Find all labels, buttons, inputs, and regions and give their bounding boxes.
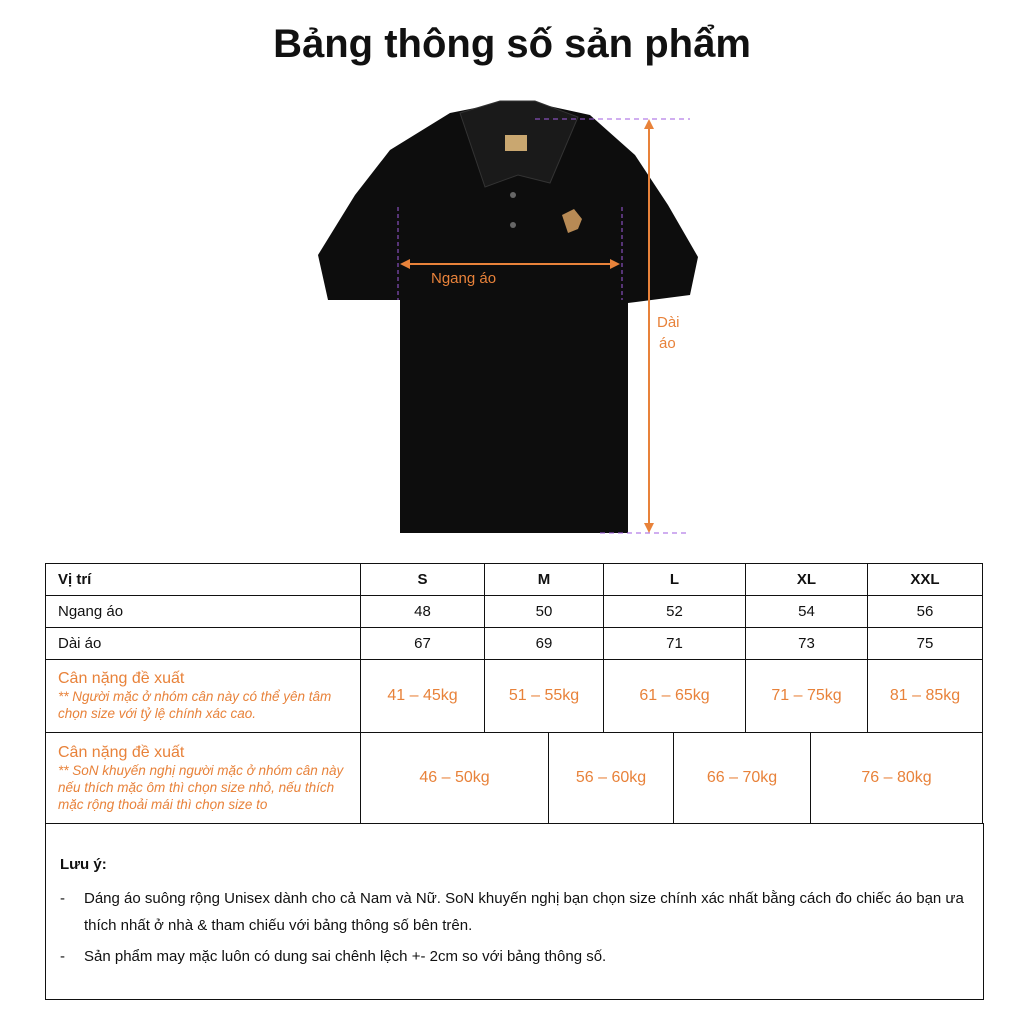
row-label: Dài áo <box>45 627 361 660</box>
note-text: Dáng áo suông rộng Unisex dành cho cả Nam và Nữ. SoN khuyến nghị bạn chọn size chính xác nhất bằng cách đo chiếc áo bạn ưa thích nhất ở nhà & tham chiếu với bảng thông số bên trên. <box>84 890 964 934</box>
weight-label-note: ** Người mặc ở nhóm cân này có thể yên tâm chọn size với tỷ lệ chính xác cao. <box>58 689 332 721</box>
note-item <box>60 943 971 970</box>
notes-heading: Lưu ý: <box>60 856 107 873</box>
weight-cell: 66 – 70kg <box>673 732 811 824</box>
length-label-2: áo <box>659 335 676 352</box>
weight-cell: 46 – 50kg <box>360 732 549 824</box>
row-label: Ngang áo <box>45 595 361 628</box>
cell: 69 <box>484 627 604 660</box>
cell: 71 <box>603 627 746 660</box>
weight-cell: 76 – 80kg <box>810 732 983 824</box>
weight-cell: 81 – 85kg <box>867 659 983 733</box>
cell: 48 <box>360 595 485 628</box>
weight-cell: 56 – 60kg <box>548 732 674 824</box>
weight-cell: 71 – 75kg <box>745 659 868 733</box>
weight-cell: 41 – 45kg <box>360 659 485 733</box>
header-size-xxl: XXL <box>867 563 983 596</box>
bullet: - <box>60 890 65 907</box>
weight-label-title: Cân nặng đề xuất <box>58 743 185 761</box>
header-size-l: L <box>603 563 746 596</box>
cell: 75 <box>867 627 983 660</box>
weight-between-label <box>45 732 361 824</box>
weight-cell: 61 – 65kg <box>603 659 746 733</box>
header-size-s: S <box>360 563 485 596</box>
cell: 67 <box>360 627 485 660</box>
note-item <box>60 885 971 939</box>
header-size-m: M <box>484 563 604 596</box>
weight-label-title: Cân nặng đề xuất <box>58 670 185 687</box>
weight-exact-label <box>45 659 361 733</box>
page-title: Bảng thông số sản phẩm <box>273 22 751 66</box>
length-label-1: Dài <box>657 314 680 331</box>
note-text: Sản phẩm may mặc luôn có dung sai chênh lệch +- 2cm so với bảng thông số. <box>84 948 607 965</box>
header-position: Vị trí <box>45 563 361 596</box>
cell: 52 <box>603 595 746 628</box>
brand-tag <box>505 135 527 151</box>
cell: 54 <box>745 595 868 628</box>
weight-cell: 51 – 55kg <box>484 659 604 733</box>
bullet: - <box>60 948 65 965</box>
width-label: Ngang áo <box>431 270 497 287</box>
weight-label-note: ** SoN khuyến nghị người mặc ở nhóm cân này nếu thích mặc ôm thì chọn size nhỏ, nếu thích mặc rộng thoải mái thì chọn size to <box>58 762 344 812</box>
notes-box <box>45 823 984 1000</box>
cell: 73 <box>745 627 868 660</box>
header-size-xl: XL <box>745 563 868 596</box>
cell: 50 <box>484 595 604 628</box>
cell: 56 <box>867 595 983 628</box>
